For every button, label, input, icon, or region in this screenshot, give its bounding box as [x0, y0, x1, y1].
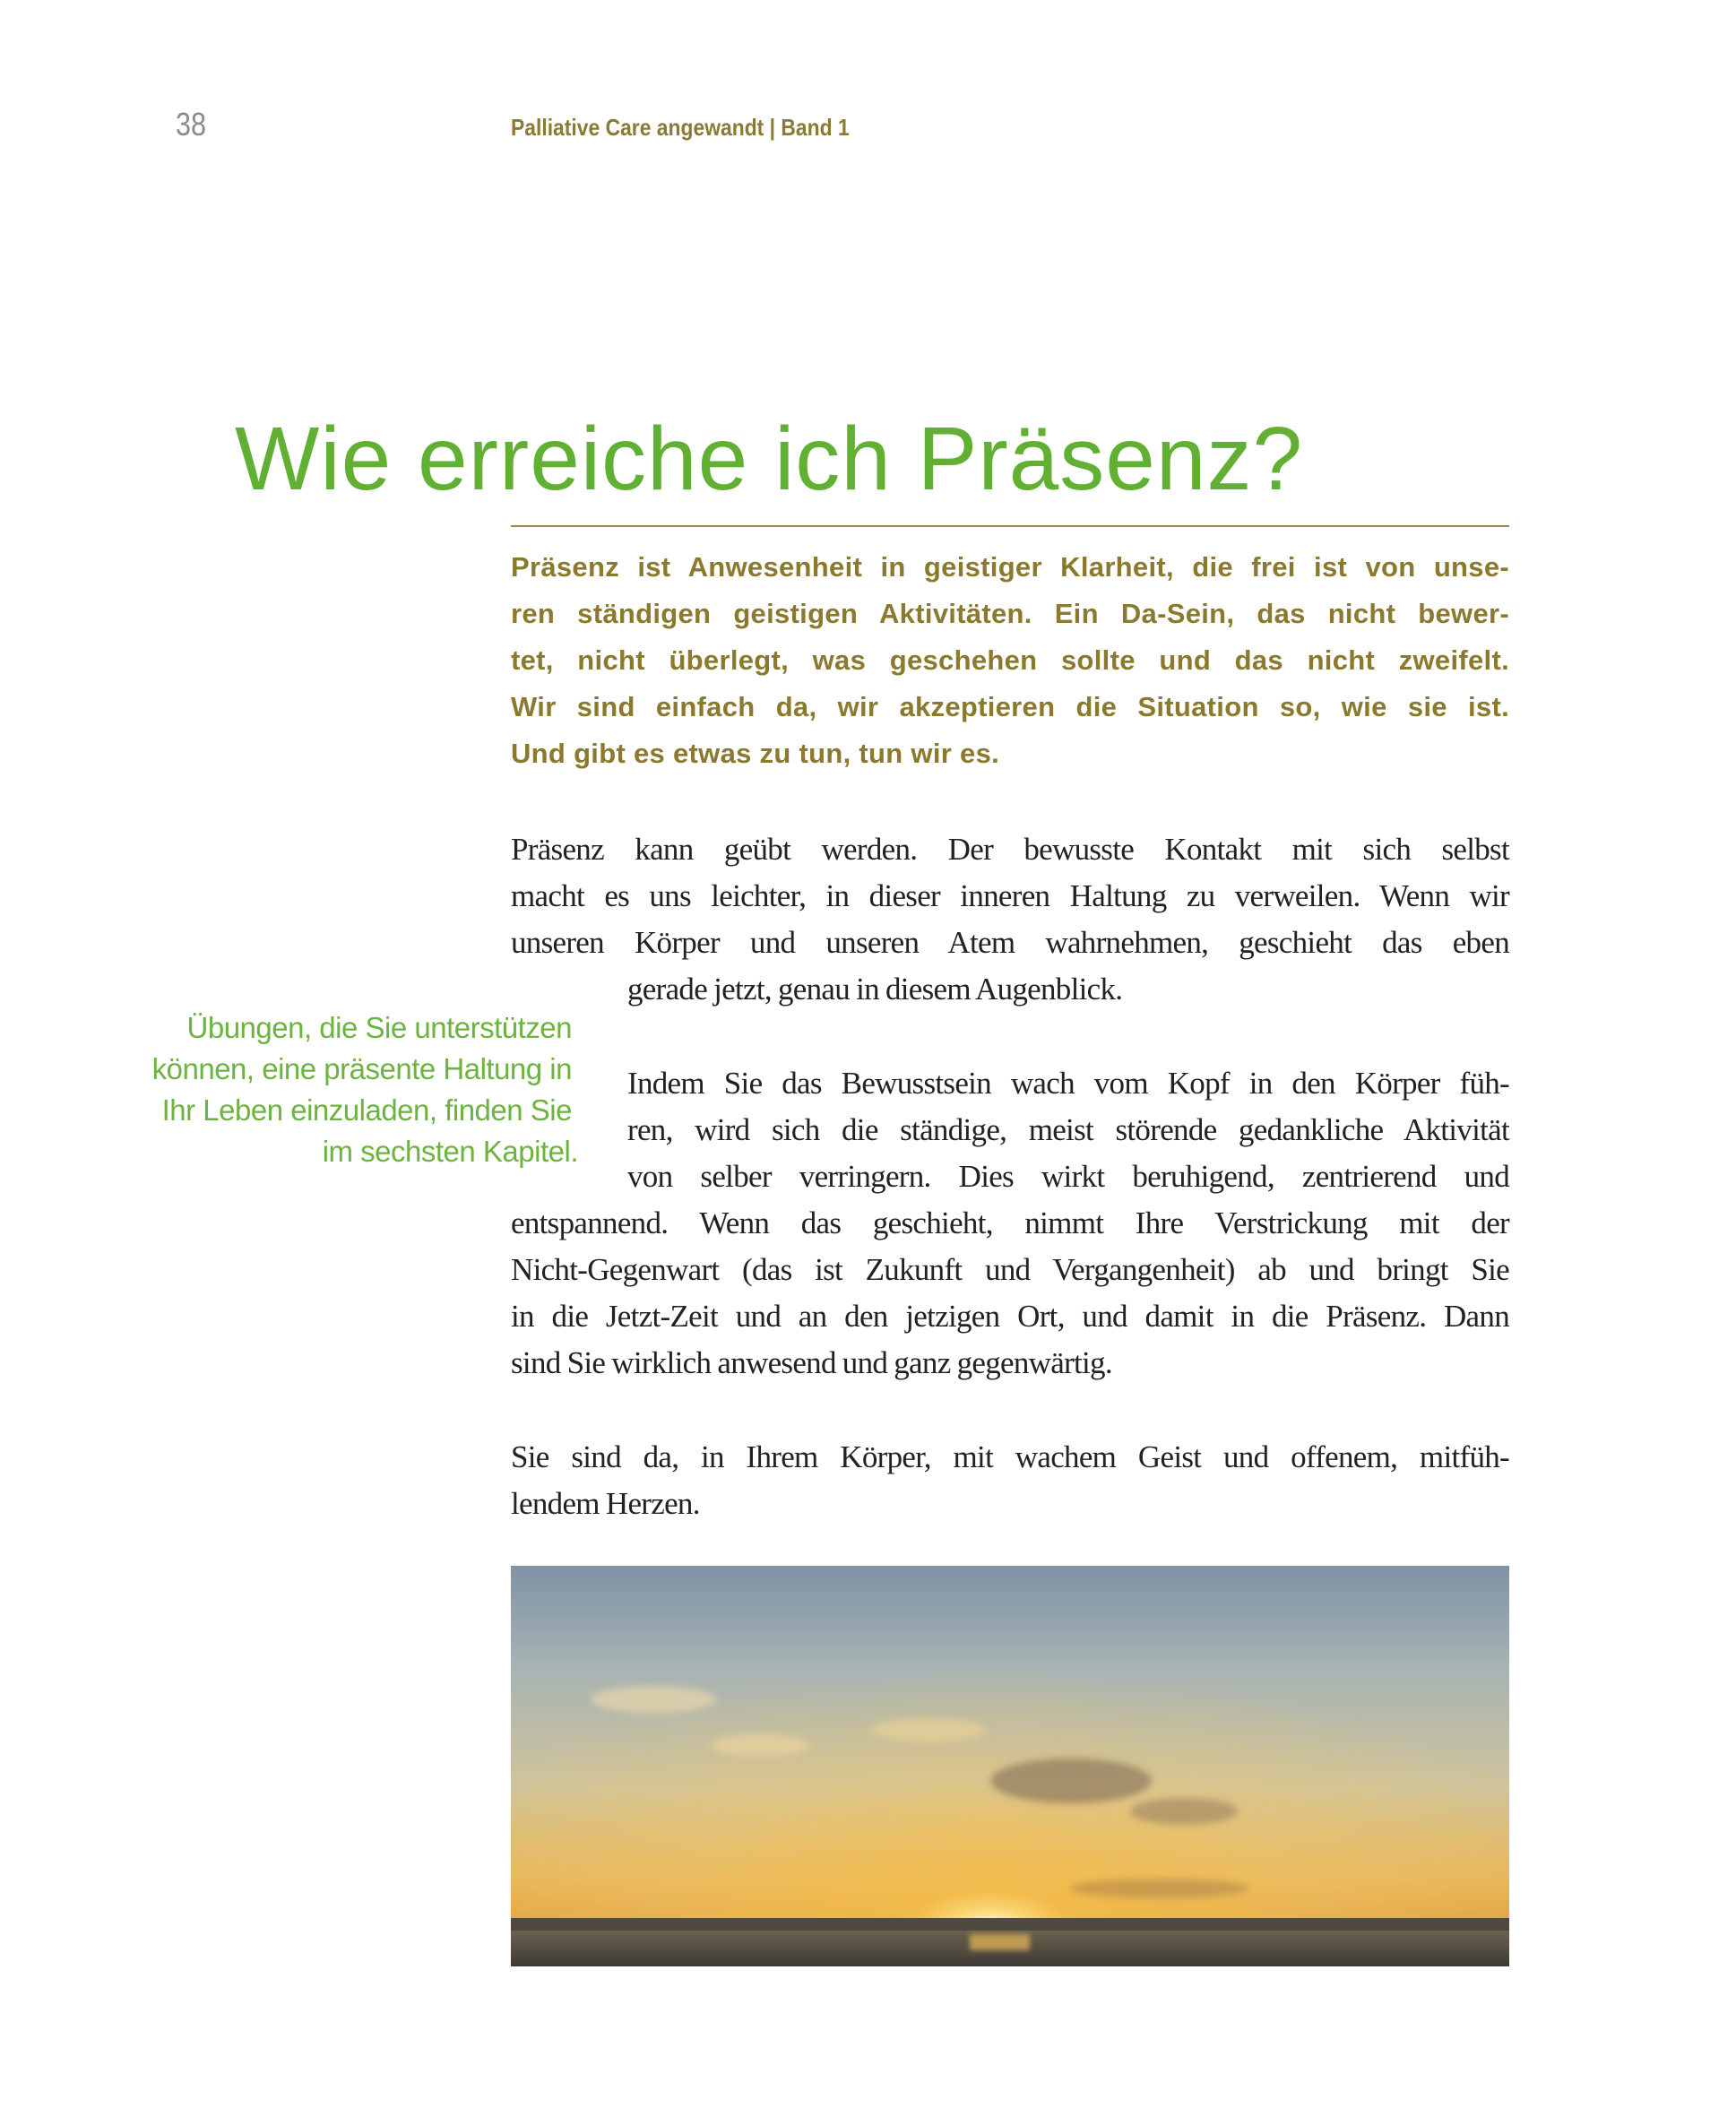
cloud — [711, 1734, 809, 1756]
sidenote-line: Übungen, die Sie unterstützen — [186, 1011, 572, 1044]
cloud — [1130, 1798, 1238, 1825]
body-line: Präsenz kann geübt werden. Der bewusste Kontakt mit sich selbst — [511, 832, 1509, 867]
body-line: gerade jetzt, genau in diesem Augenblick. — [627, 972, 1123, 1007]
page-number: 38 — [176, 106, 207, 143]
body-line: macht es uns leichter, in dieser inneren Haltung zu verweilen. Wenn wir — [511, 878, 1509, 913]
lead-line: ren ständigen geistigen Aktivitäten. Ein Da-Sein, das nicht bewer- — [511, 598, 1509, 629]
running-header: Palliative Care angewandt | Band 1 — [511, 114, 850, 141]
sun-reflection — [970, 1934, 1030, 1950]
lead-line: Und gibt es etwas zu tun, tun wir es. — [511, 738, 1000, 769]
lead-line: Wir sind einfach da, wir akzeptieren die Situation so, wie sie ist. — [511, 691, 1509, 722]
horizon-land — [511, 1918, 1509, 1930]
body-line: von selber verringern. Dies wirkt beruhigend, zentrierend und — [627, 1159, 1509, 1194]
cloud — [870, 1718, 987, 1741]
body-line: unseren Körper und unseren Atem wahrnehmen, geschieht das eben — [511, 925, 1509, 960]
title-divider — [511, 525, 1509, 527]
sidenote-line: können, eine präsente Haltung in — [151, 1052, 572, 1085]
sidenote-line: im sechsten Kapitel. — [322, 1135, 578, 1168]
cloud — [1070, 1879, 1249, 1898]
chapter-title: Wie erreiche ich Präsenz? — [235, 409, 1304, 509]
body-line: entspannend. Wenn das geschieht, nimmt Ihre Verstrickung mit der — [511, 1205, 1509, 1240]
lead-line: Präsenz ist Anwesenheit in geistiger Klarheit, die frei ist von unse- — [511, 551, 1509, 583]
sidenote-line: Ihr Leben einzuladen, finden Sie — [161, 1093, 572, 1127]
lead-line: tet, nicht überlegt, was geschehen sollte und das nicht zweifelt. — [511, 644, 1509, 676]
body-line: ren, wird sich die ständige, meist störende gedankliche Aktivität — [627, 1112, 1509, 1147]
body-line: Nicht-Gegenwart (das ist Zukunft und Vergangenheit) ab und bringt Sie — [511, 1252, 1509, 1287]
body-line: in die Jetzt-Zeit und an den jetzigen Ort, und damit in die Präsenz. Dann — [511, 1299, 1509, 1334]
body-line: Sie sind da, in Ihrem Körper, mit wachem Geist und offenem, mitfüh- — [511, 1439, 1509, 1474]
cloud — [990, 1758, 1152, 1803]
sunset-photo — [511, 1566, 1509, 1966]
body-line: sind Sie wirklich anwesend und ganz gegenwärtig. — [511, 1345, 1112, 1380]
cloud — [591, 1686, 716, 1713]
body-line: Indem Sie das Bewusstsein wach vom Kopf in den Körper füh- — [627, 1066, 1509, 1101]
body-line: lendem Herzen. — [511, 1486, 700, 1521]
